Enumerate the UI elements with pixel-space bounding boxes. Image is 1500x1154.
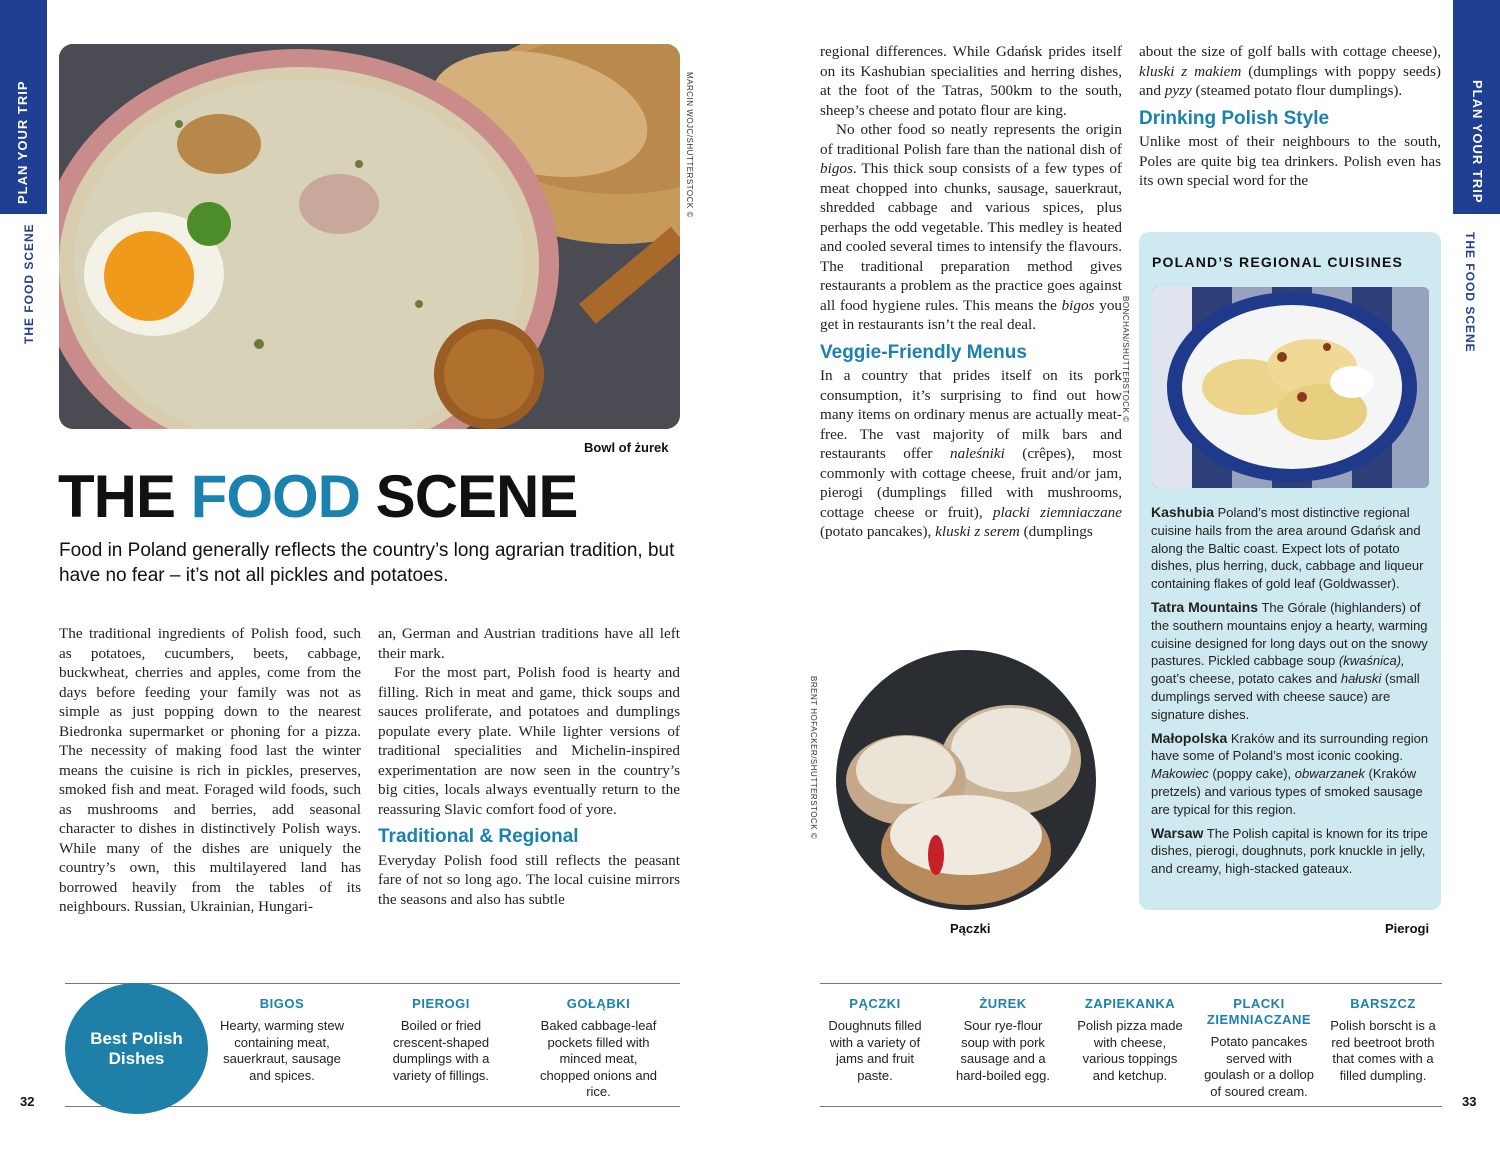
dish-placki-name: PLACKI ZIEMNIACZANE: [1206, 996, 1312, 1027]
dish-barszcz: [1330, 996, 1436, 1084]
dish-placki-desc: Potato pancakes served with goulash or a dollop of soured cream.: [1204, 1034, 1314, 1099]
dishes-rule-top-right: [820, 983, 1442, 984]
dish-zurek-desc: Sour rye-flour soup with pork sausage and a hard-boiled egg.: [956, 1018, 1050, 1083]
region-tatra: [1151, 599, 1433, 724]
col3-p3-text-a: In a country that prides itself on its pork consumption, it’s surprising to find out how many items on ordinary menus are actually meat-free. The vast majority of milk bars and restaurants offer: [820, 367, 1122, 462]
body-column-4: [1139, 42, 1441, 191]
pierogi-photo: [1152, 287, 1429, 488]
dish-paczki-desc: Doughnuts filled with a variety of jams and fruit paste.: [828, 1018, 922, 1083]
col3-p2-text-c: . This thick soup consists of a few types of meat chopped into chunks, sausage, sauerkraut, shredded cabbage and various spices, plus perhaps the odd vegetable. This medley is heated and cooled several times to intensify the flavours. The traditional preparation method gives restaurants a problem as the practice goes against all food hygiene rules. This means the: [820, 160, 1122, 314]
dish-zapiekanka-desc: Polish pizza made with cheese, various toppings and ketchup.: [1077, 1018, 1183, 1083]
region-kashubia-text: Poland’s most distinctive regional cuisine hails from the area around Gdańsk and along the Baltic coast. Expect lots of potato dishes, plus herring, duck, cabbage and liqueur containing flakes of gold leaf (Goldwasser).: [1151, 505, 1424, 592]
regional-box-title: POLAND’S REGIONAL CUISINES: [1152, 254, 1404, 270]
paczki-illustration: [836, 650, 1096, 910]
col2-paragraph-1: an, German and Austrian traditions have all left their mark.: [378, 625, 680, 662]
dish-golabki-name: GOŁĄBKI: [566, 996, 631, 1011]
dish-zurek-name: ŻUREK: [979, 996, 1027, 1011]
dish-zurek: [950, 996, 1056, 1084]
region-tatra-text-1: The Górale (highlanders) of the southern mountains enjoy a hearty, warming cuisine designed for long days out on the snowy pastures. Pickled cabbage soup: [1151, 599, 1428, 669]
dish-pierogi-desc: Boiled or fried crescent-shaped dumplings with a variety of fillings.: [392, 1018, 490, 1083]
col3-p2-text-a: No other food so neatly represents the origin of traditional Polish fare than the national dish of: [820, 121, 1122, 158]
left-tab-plan-your-trip: PLAN YOUR TRIP: [15, 80, 30, 204]
region-malopolska-makowiec: Makowiec: [1151, 766, 1209, 782]
zurek-illustration: [59, 44, 680, 429]
subtitle: Food in Poland generally reflects the country’s long agrarian tradition, but have no fear – it’s not all pickles and potatoes.: [59, 540, 675, 586]
heading-traditional-regional: Traditional & Regional: [378, 826, 579, 847]
right-tab-the-food-scene: THE FOOD SCENE: [1463, 232, 1477, 353]
region-malopolska-text-3: (Kraków pretzels) and various types of smoked sausage are typical for this region.: [1151, 766, 1423, 817]
dish-barszcz-desc: Polish borscht is a red beetroot broth that comes with a filled dumpling.: [1330, 1018, 1436, 1083]
body-column-3: [820, 42, 1122, 542]
page-number-left: 32: [20, 1094, 35, 1109]
title-word-the: THE: [58, 463, 191, 530]
page-number-right: 33: [1462, 1094, 1477, 1109]
col4-paragraph-1: [1139, 42, 1441, 101]
regional-box-items: [1151, 504, 1433, 884]
left-tab-the-food-scene: THE FOOD SCENE: [22, 223, 36, 344]
col3-paragraph-3: [820, 366, 1122, 542]
dish-zapiekanka-name: ZAPIEKANKA: [1084, 996, 1176, 1011]
col4-p1-text-a: about the size of golf balls with cottage cheese),: [1139, 43, 1441, 60]
pierogi-illustration: [1152, 287, 1429, 488]
region-tatra-name: Tatra Mountains: [1151, 598, 1259, 615]
region-malopolska: [1151, 730, 1433, 819]
col3-p2-bigos-1: bigos: [820, 160, 853, 177]
dish-golabki: [535, 996, 662, 1101]
dish-paczki: [822, 996, 928, 1084]
body-column-2: [378, 624, 680, 909]
dish-bigos-name: BIGOS: [259, 996, 305, 1011]
region-malopolska-obwarzanek: obwarzanek: [1294, 766, 1365, 782]
dish-placki: [1202, 996, 1316, 1100]
region-warsaw: [1151, 825, 1433, 878]
paczki-photo: [836, 650, 1096, 910]
col3-paragraph-1: regional differences. While Gdańsk prides itself on its Kashubian specialities and herring dishes, at the foot of the Tatras, 500km to the south, sheep’s cheese and potato flour are king.: [820, 43, 1122, 119]
col4-paragraph-2: Unlike most of their neighbours to the south, Poles are quite big tea drinkers. Polish even has its own special word for the: [1139, 133, 1441, 189]
region-malopolska-text-2: (poppy cake),: [1208, 766, 1295, 782]
col4-p1-kluski-z-makiem: kluski z makiem: [1139, 62, 1242, 80]
col3-paragraph-2: [820, 120, 1122, 335]
col1-paragraph: The traditional ingredients of Polish food, such as potatoes, cucumbers, beets, cabbage, buckwheat, cherries and apples, come from the days before feeding your family was not as simple as just popping down to the nearest Biedronka supermarket or phoning for a pizza. The necessity of making food last the winter means the cuisine is rich in pickles, preserves, smoked fish and meat. Foraged wild foods, such as mushrooms and berries, add seasonal character to dishes in distinctively Polish ways. While many of the dishes are uniquely the country’s own, this multilayered land has borrowed heavily from the tables of its neighbours. Russian, Ukrainian, Hungari-: [59, 625, 361, 915]
col2-paragraph-3: Everyday Polish food still reflects the peasant fare of not so long ago. The local cuisine mirrors the seasons and also has subtle: [378, 851, 680, 908]
zurek-photo-credit: MARCIN WOJC/SHUTTERSTOCK ©: [685, 72, 694, 218]
dish-paczki-name: PĄCZKI: [849, 996, 901, 1011]
region-warsaw-text: The Polish capital is known for its tripe dishes, pierogi, doughnuts, pork knuckle in jelly, and creamy, high-stacked gateaux.: [1151, 825, 1428, 877]
pierogi-photo-credit: BONCHAN/SHUTTERSTOCK ©: [1121, 296, 1130, 423]
col3-p3-kluski: kluski z serem: [935, 523, 1020, 540]
col2-paragraph-2: For the most part, Polish food is hearty and filling. Rich in meat and game, thick soups and sauces proliferate, and potatoes and dumplings populate every plate. While lighter versions of traditional specialities and Michelin-inspired experimentation are now seen in the country’s big cities, locals always eventually return to the reassuring Slavic comfort food of yore.: [378, 664, 680, 818]
best-dishes-badge: [65, 983, 208, 1114]
title-word-food: FOOD: [190, 463, 360, 530]
region-malopolska-text-1: Kraków and its surrounding region have some of Poland’s most iconic cooking.: [1151, 730, 1429, 764]
paczki-caption: Pączki: [950, 921, 991, 936]
col4-p1-text-e: (steamed potato flour dumplings).: [1191, 82, 1403, 99]
col3-p3-text-e: (potato pancakes),: [820, 523, 936, 540]
dish-bigos-desc: Hearty, warming stew containing meat, sauerkraut, sausage and spices.: [219, 1018, 344, 1083]
right-tab-plan-your-trip: PLAN YOUR TRIP: [1470, 80, 1485, 204]
col3-p2-text-e: you get in restaurants isn’t the real deal.: [820, 296, 1123, 333]
col4-p1-text-c: (dumplings with poppy seeds) and: [1139, 62, 1441, 99]
body-column-1: [59, 624, 361, 917]
dishes-rule-bottom-right: [820, 1106, 1442, 1107]
dish-zapiekanka: [1074, 996, 1186, 1084]
region-kashubia-name: Kashubia: [1151, 504, 1215, 520]
best-dishes-badge-label: Best Polish Dishes: [90, 1028, 183, 1068]
region-tatra-text-2: goat’s cheese, potato cakes and: [1151, 671, 1341, 687]
region-tatra-kwasnica: (kwaśnica),: [1338, 653, 1405, 669]
col3-p3-text-g: (dumplings: [1019, 523, 1093, 540]
title-word-scene: SCENE: [360, 463, 578, 530]
regional-cuisines-box: [1121, 232, 1441, 910]
col3-p2-bigos-2: bigos: [1061, 296, 1095, 314]
col3-p3-placki: placki ziemniaczane: [992, 503, 1122, 521]
region-tatra-text-3: (small dumplings served with cheese sauce) are signature dishes.: [1151, 671, 1420, 722]
paczki-photo-credit: BRENT HOFACKER/SHUTTERSTOCK ©: [809, 676, 818, 840]
zurek-caption: Bowl of żurek: [584, 440, 669, 455]
region-malopolska-name: Małopolska: [1151, 729, 1228, 746]
region-warsaw-name: Warsaw: [1151, 824, 1204, 841]
dish-pierogi-name: PIEROGI: [412, 996, 470, 1011]
dish-barszcz-name: BARSZCZ: [1350, 996, 1416, 1011]
region-tatra-haluski: hałuski: [1340, 671, 1382, 687]
col3-p3-text-c: (crêpes), most commonly with cottage cheese, fruit and/or jam, pierogi (dumplings filled with mushrooms, cottage cheese or fruit),: [820, 445, 1122, 521]
dish-bigos: [215, 996, 349, 1084]
dishes-rule-top-left: [65, 983, 680, 984]
col4-p1-pyzy: pyzy: [1164, 82, 1192, 99]
dish-golabki-desc: Baked cabbage-leaf pockets filled with minced meat, chopped onions and rice.: [539, 1018, 658, 1099]
heading-veggie-friendly: Veggie-Friendly Menus: [820, 341, 1027, 363]
page-title: [58, 462, 577, 531]
dish-pierogi: [380, 996, 502, 1084]
region-kashubia: [1151, 504, 1433, 593]
col3-p3-nalesniki: naleśniki: [949, 445, 1005, 462]
heading-drinking-polish-style: Drinking Polish Style: [1139, 107, 1330, 129]
zurek-photo: [59, 44, 680, 429]
pierogi-caption: Pierogi: [1385, 921, 1430, 936]
